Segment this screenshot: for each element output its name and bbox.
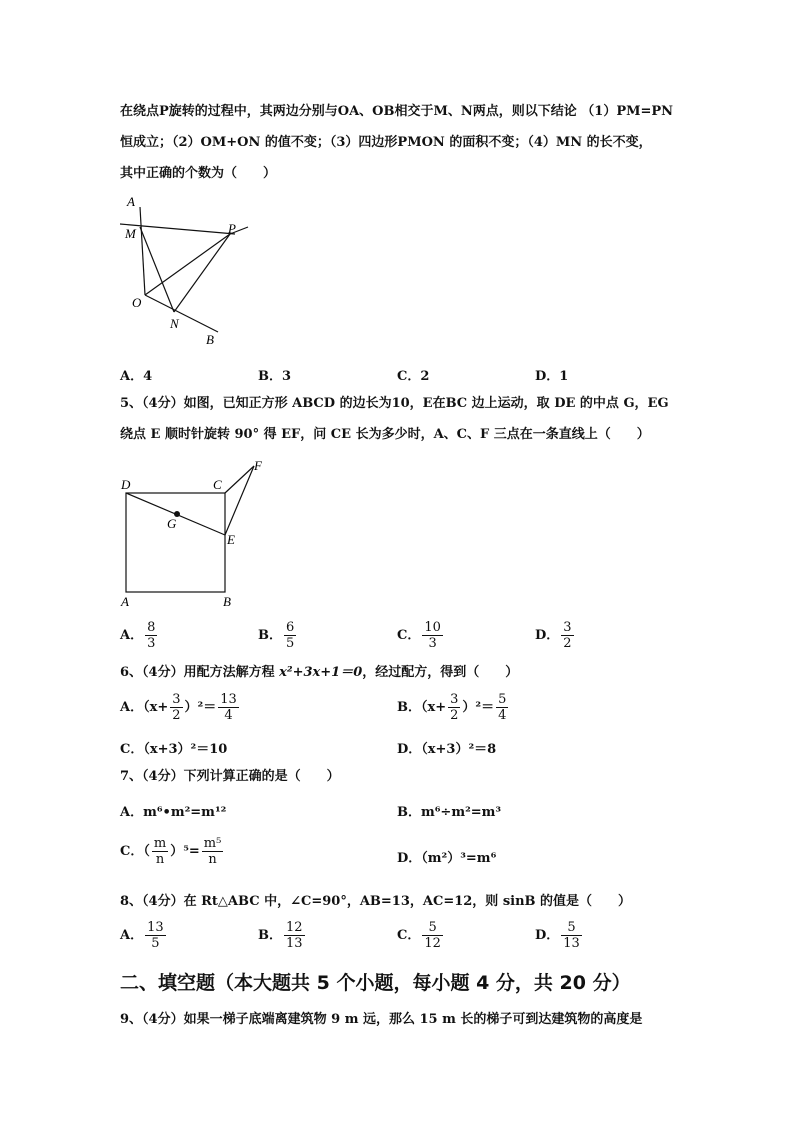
q8-option-c[interactable]: C． $\frac{5}{12}$	[397, 920, 441, 951]
q5-line1: 5、（4分）如图，已知正方形 ABCD 的边长为10，E在BC 边上运动，取 DE 的中点 G，EG	[120, 396, 669, 411]
q7-option-d[interactable]: D．（m²）³=m⁶	[397, 851, 497, 866]
label-C: C	[213, 477, 222, 492]
q7-option-c[interactable]: C．（ $\frac{m}{n}$ ）⁵= $\frac{\text{m⁵}}{n}$	[120, 836, 222, 867]
line-PN	[174, 234, 230, 312]
q4-option-c[interactable]: C．2	[397, 369, 430, 384]
line-PO	[145, 234, 230, 295]
label-B: B	[223, 594, 231, 609]
q5-option-d[interactable]: D． $\frac{3}{2}$	[535, 620, 572, 651]
label-G: G	[167, 516, 177, 531]
q5-line2: 绕点 E 顺时针旋转 90° 得 EF，问 CE 长为多少时，A、C、F 三点在一条直线上（ ）	[120, 427, 650, 442]
q4-option-d[interactable]: D．1	[535, 369, 569, 384]
q4-option-b[interactable]: B．3	[258, 369, 292, 384]
q5-option-b[interactable]: B． $\frac{6}{5}$	[258, 620, 295, 651]
line-MN	[140, 227, 174, 312]
label-F: F	[254, 458, 262, 473]
q4-line3: 其中正确的个数为（ ）	[120, 166, 277, 181]
q6-option-c[interactable]: C．（x+3）²＝10	[120, 742, 228, 757]
segment-EF	[225, 466, 254, 535]
q6-option-d[interactable]: D．（x+3）²＝8	[397, 742, 497, 757]
q8-stem: 8、（4分）在 Rt△ABC 中，∠C=90°，AB=13，AC=12，则 sinB 的值是（ ）	[120, 894, 632, 909]
q4-figure	[120, 190, 260, 350]
label-P: P	[228, 221, 236, 236]
line-MP	[120, 224, 235, 234]
label-D: D	[121, 477, 131, 492]
label-O: O	[132, 295, 142, 310]
q9-stem: 9、（4分）如果一梯子底端离建筑物 9 m 远，那么 15 m 长的梯子可到达建筑物的高度是	[120, 1012, 643, 1027]
segment-CF	[225, 466, 254, 493]
section-heading: 二、填空题（本大题共 5 个小题，每小题 4 分，共 20 分）	[120, 972, 631, 994]
label-M: M	[125, 226, 136, 241]
q7-stem: 7、（4分）下列计算正确的是（ ）	[120, 769, 340, 784]
label-E: E	[227, 532, 235, 547]
q5-option-c[interactable]: C． $\frac{10}{3}$	[397, 620, 441, 651]
q4-line1: 在绕点P旋转的过程中，其两边分别与OA、OB相交于M、N两点，则以下结论 （1）PM=PN	[120, 104, 674, 119]
label-A: A	[127, 194, 135, 209]
q7-option-a[interactable]: A．m⁶•m²=m¹²	[120, 805, 227, 820]
label-N: N	[170, 316, 179, 331]
q6-option-b[interactable]: B．（x+ $\frac{3}{2}$ ）²＝ $\frac{5}{4}$	[397, 692, 507, 723]
ray-OA	[140, 207, 145, 295]
q4-line2: 恒成立；（2）OM+ON 的值不变；（3）四边形PMON 的面积不变；（4）MN 的长不变，	[120, 135, 652, 150]
square-ABCD	[126, 493, 225, 592]
q4-option-a[interactable]: A．4	[120, 369, 153, 384]
label-B: B	[206, 332, 214, 347]
q8-option-b[interactable]: B． $\frac{12}{13}$	[258, 920, 303, 951]
q7-option-b[interactable]: B．m⁶÷m²=m³	[397, 805, 502, 820]
q6-option-a[interactable]: A．（x+ $\frac{3}{2}$ ）²＝ $\frac{13}{4}$	[120, 692, 237, 723]
q5-option-a[interactable]: A． $\frac{8}{3}$	[120, 620, 156, 651]
q6-stem: 6、（4分）用配方法解方程 x²+3x+1＝0，经过配方，得到（ ）	[120, 665, 519, 680]
q8-option-a[interactable]: A． $\frac{13}{5}$	[120, 920, 164, 951]
label-A: A	[121, 594, 129, 609]
q8-option-d[interactable]: D． $\frac{5}{13}$	[535, 920, 580, 951]
q5-figure	[115, 455, 275, 615]
